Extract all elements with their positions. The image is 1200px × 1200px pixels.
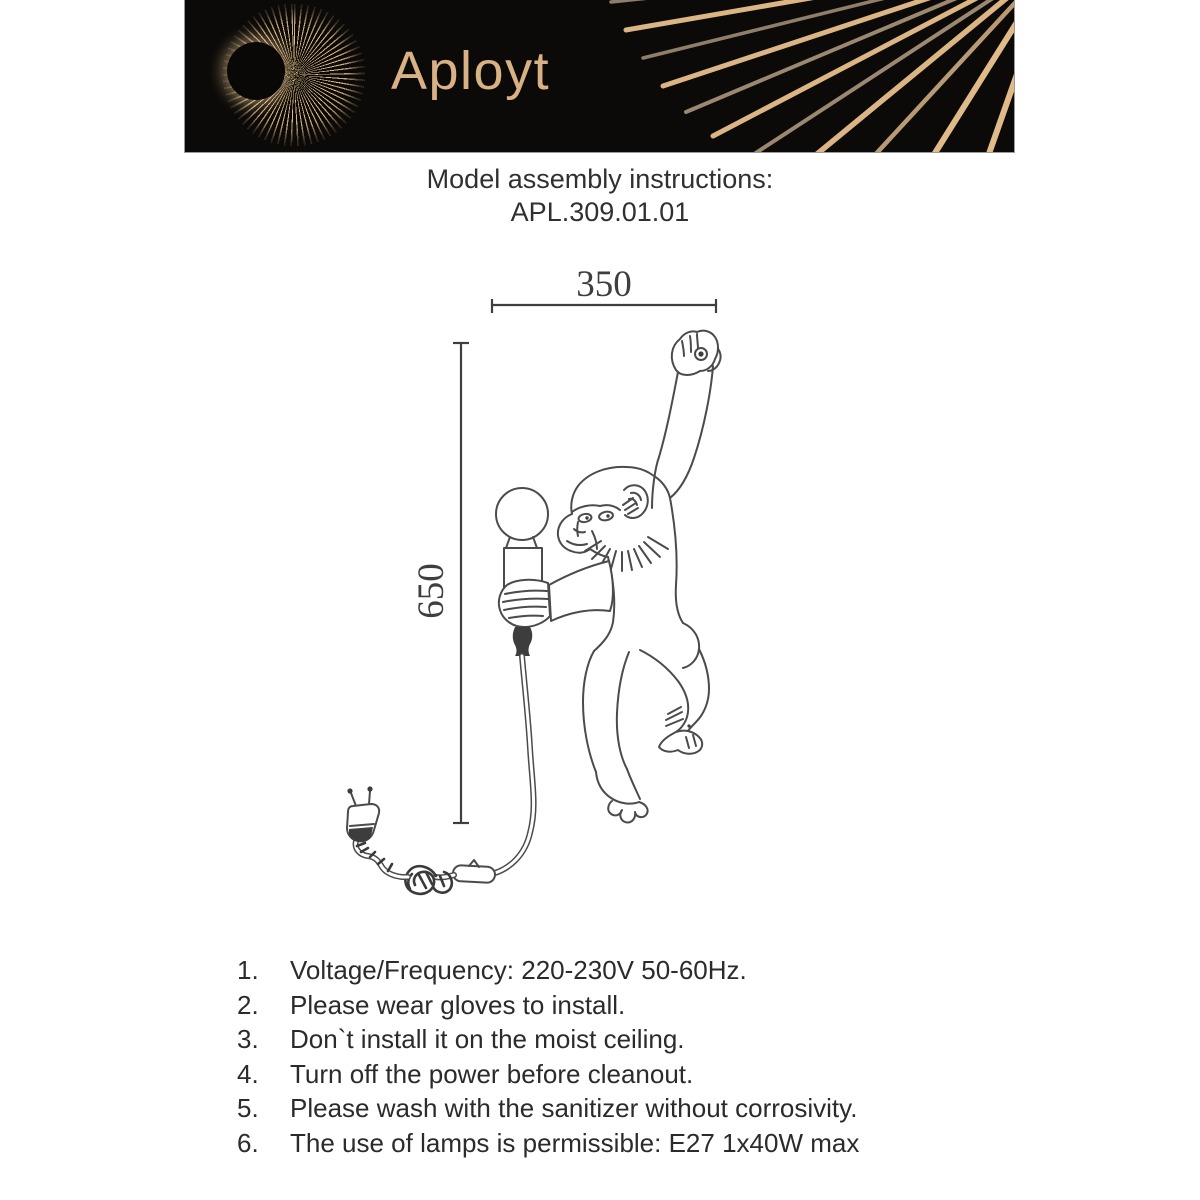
item-text: Please wash with the sanitizer without corrosivity.	[290, 1093, 858, 1124]
model-number: APL.309.01.01	[510, 197, 690, 227]
item-number: 3.	[237, 1024, 259, 1055]
power-cord-drawing	[347, 656, 534, 894]
dimension-width	[492, 264, 716, 313]
item-number: 6.	[237, 1127, 259, 1158]
item-text: Voltage/Frequency: 220-230V 50-60Hz.	[290, 955, 747, 985]
item-number: 5.	[237, 1093, 259, 1124]
list-item	[237, 953, 1087, 988]
item-text: Turn off the power before cleanout.	[290, 1058, 694, 1089]
instructions-list	[237, 953, 1087, 1161]
item-text: Please wear gloves to install.	[290, 989, 626, 1020]
list-item	[237, 1057, 1087, 1092]
list-item	[237, 1126, 1087, 1161]
page-title: Model assembly instructions:	[426, 164, 774, 194]
sunburst-core	[227, 42, 285, 100]
item-text: Don`t install it on the moist ceiling.	[290, 1024, 685, 1055]
item-number: 4.	[237, 1058, 259, 1089]
width-label: 350	[576, 264, 632, 305]
item-text: The use of lamps is permissible: E27 1x40W max	[290, 1127, 860, 1158]
list-item	[237, 988, 1087, 1023]
height-label: 650	[411, 563, 452, 619]
list-item	[237, 1091, 1087, 1126]
power-plug	[347, 786, 379, 842]
inline-switch	[453, 865, 496, 883]
brand-logo-text: Aployt	[391, 41, 551, 101]
list-item	[237, 1022, 1087, 1057]
item-number: 2.	[237, 989, 259, 1020]
item-number: 1.	[237, 955, 259, 985]
cord-knot	[405, 866, 451, 894]
dimension-height	[411, 343, 469, 823]
